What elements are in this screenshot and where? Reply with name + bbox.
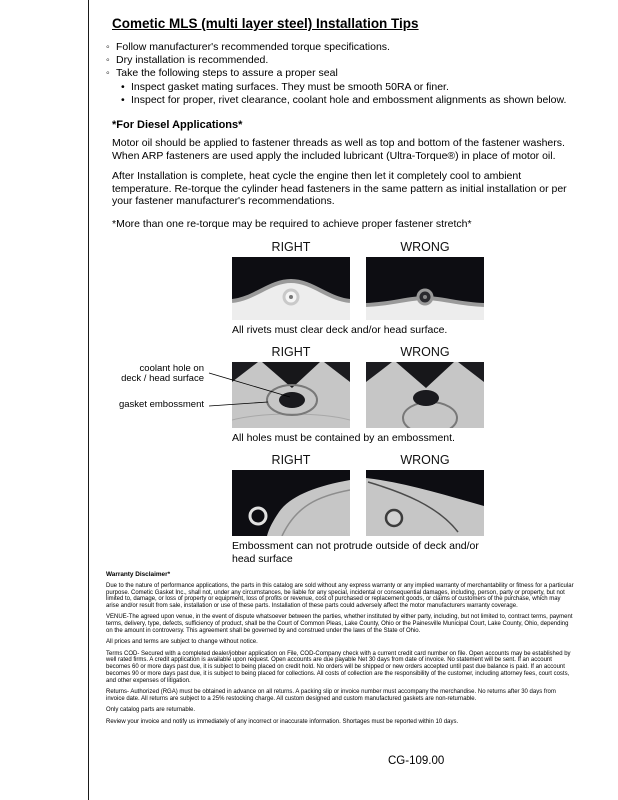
page-content (106, 16, 576, 574)
wrong-label: WRONG (400, 452, 450, 467)
figure-caption: All rivets must clear deck and/or head surface. (232, 323, 448, 336)
tips-list (106, 41, 576, 107)
hole-right-image (232, 362, 350, 428)
tip-item (106, 67, 576, 80)
disclaimer-para-2: VENUE-The agreed upon venue, in the event of dispute whatsoever between the parties, whether instituted by either party, including, but not limited to, contract terms, payment terms, delivery, type, defects, sufficiency of product, shall be the Court of Common Pleas, Lake County, Ohio or the Painesville Municipal Court, Lake County, Ohio, depending on the amount in controversy. This agreement shall be governed by and construed under the laws of the State of Ohio. (106, 614, 573, 635)
wrong-label: WRONG (400, 344, 450, 359)
right-label: RIGHT (271, 239, 311, 254)
figure-column (232, 240, 576, 566)
disclaimer-para-7: Review your invoice and notify us immediately of any incorrect or inaccurate information. Shortages must be reported within 10 days. (106, 718, 459, 725)
tip-text: Take the following steps to assure a proper seal (116, 67, 338, 80)
filled-bullet-icon: • (121, 80, 125, 93)
coolant-hole (413, 390, 439, 406)
tip-item (106, 41, 576, 54)
rivet-wrong-image (366, 257, 484, 320)
warranty-disclaimer (106, 572, 574, 730)
disclaimer-para-1: Due to the nature of performance applications, the parts in this catalog are sold without any express warranty or any implied warranty of merchantability or fitness for a particular purpose. Cometic Gasket Inc., shall not, under any circumstances, be liable for any special, incidental or consequential damages, including, person, party or property, but not limited to, damage, or loss of property or equipment, loss of profits or revenue, cost of purchased or replacement goods, or claims of customers of the purchase, which may arise and/or result from sale, installation or use of these parts. Installation of these parts could adversely affect the motor manufacturers warranty coverage. (106, 582, 574, 610)
page-title: Cometic MLS (multi layer steel) Installation Tips (112, 16, 419, 31)
right-label: RIGHT (271, 452, 311, 467)
left-margin-rule (88, 0, 89, 800)
diesel-para-2: After Installation is complete, heat cycle the engine then let it completely cool to ambient temperature. Re-torque the cylinder head fasteners in the same pattern as initial installation or per your fastener manufacturer's recommendations. (112, 170, 567, 208)
tip-text: Follow manufacturer's recommended torque specifications. (116, 41, 390, 53)
open-bullet-icon: ◦ (106, 54, 110, 67)
protrusion-right-image (232, 470, 350, 536)
open-bullet-icon: ◦ (106, 67, 110, 80)
annotation-line: coolant hole on (139, 362, 204, 374)
disclaimer-heading: Warranty Disclaimer* (106, 571, 171, 578)
figure-row-holes (232, 345, 576, 445)
tip-item (106, 54, 576, 67)
figure-row-protrusion (232, 453, 576, 566)
hole-wrong-image (366, 362, 484, 428)
right-label: RIGHT (271, 344, 311, 359)
disclaimer-para-4: Terms COD- Secured with a completed dealer/jobber application on File, COD-Company check with a current credit card number on file. Open accounts may be established by well rated firms. A credit application is available upon request. Open accounts are due payable Net 30 days from date of invoice. No statement will be sent. If an account becomes 60 or more days past due, it is subject to being placed on credit hold. No orders will be shipped or new orders accepted until past due balance is paid. If an account becomes 90 or more days past due, it is subject to being placed for collections. All costs of collection are the responsibility of the customer, including attorney fees, court costs, and other expenses of litigation. (106, 650, 571, 684)
tip-text: Dry installation is recommended. (116, 54, 269, 67)
sub-tip-item (121, 81, 576, 94)
coolant-hole (279, 392, 305, 408)
disclaimer-para-6: Only catalog parts are returnable. (106, 707, 196, 714)
annotation-line: deck / head surface (121, 373, 204, 385)
disclaimer-para-3: All prices and terms are subject to change without notice. (106, 639, 258, 646)
protrusion-wrong-image (366, 470, 484, 536)
page-code: CG-109.00 (388, 755, 445, 767)
annotation-coolant-hole (104, 364, 204, 385)
diesel-para-1: Motor oil should be applied to fastener threads as well as top and bottom of the fastener washers. When ARP fasteners are used apply the included lubricant (Ultra-Torque®) in place of motor oil. (112, 137, 565, 162)
sub-tip-item (121, 94, 576, 107)
wrong-label: WRONG (400, 239, 450, 254)
figure-caption: Embossment can not protrude outside of deck and/or head surface (232, 539, 479, 565)
tip-text: Inspect gasket mating surfaces. They must be smooth 50RA or finer. (131, 80, 449, 93)
figure-caption: All holes must be contained by an embossment. (232, 431, 455, 444)
annotation-gasket-embossment: gasket embossment (118, 398, 204, 410)
bolt-hole (386, 510, 402, 526)
filled-bullet-icon: • (121, 93, 125, 106)
retorque-note: *More than one re-torque may be required to achieve proper fastener stretch* (112, 217, 472, 230)
figure-row-rivets (232, 240, 576, 337)
tip-text: Inspect for proper, rivet clearance, coolant hole and embossment alignments as shown below. (131, 93, 567, 106)
disclaimer-para-5: Returns- Authorized (RGA) must be obtained in advance on all returns. A packing slip or invoice number must accompany the merchandise. No returns after 30 days from invoice date. All returns are subject to a 25% restocking charge. All custom designed and custom manufactured gaskets are non-returnable. (106, 689, 556, 702)
figures-section (106, 240, 576, 566)
open-bullet-icon: ◦ (106, 41, 110, 53)
diesel-applications-heading: *For Diesel Applications* (112, 119, 243, 132)
rivet-right-image (232, 257, 350, 320)
